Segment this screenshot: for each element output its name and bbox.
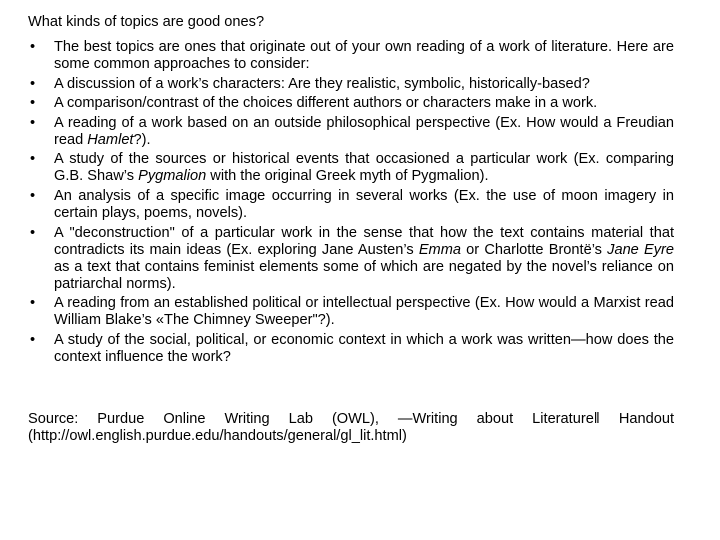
list-item: [28, 188, 674, 222]
list-item: [28, 151, 674, 185]
list-item: [28, 39, 674, 73]
list-item-text: or Charlotte Brontë’s: [460, 241, 608, 258]
bullet-marker: •: [30, 295, 36, 312]
list-item: [28, 295, 674, 329]
work-title: Jane Eyre: [607, 241, 674, 258]
source-citation: [28, 411, 674, 445]
bullet-marker: •: [30, 95, 36, 112]
work-title: Hamlet: [87, 131, 134, 148]
list-item: [28, 76, 674, 93]
list-item-text: as a text that contains feminist elements some of which are negated by the novel’s reliance on patriarchal norms).: [54, 258, 674, 292]
list-item: [28, 115, 674, 149]
bullet-marker: •: [30, 114, 36, 131]
source-line-1: Source: Purdue Online Writing Lab (OWL), ―Writing about Literature‖ Handout: [28, 411, 674, 427]
list-item-text: A comparison/contrast of the choices different authors or characters make in a work.: [54, 95, 598, 112]
list-item: [28, 225, 674, 293]
list-item-text: The best topics are ones that originate out of your own reading of a work of literature. Here are some common approaches to consider:: [54, 39, 674, 72]
list-item-text: A reading of a work based on an outside philosophical perspective (Ex. How would a Freudian read: [54, 114, 674, 148]
work-title: Emma: [418, 241, 461, 258]
list-item: [28, 95, 674, 112]
list-item-text: An analysis of a specific image occurring in several works (Ex. the use of moon imagery in certain plays, poems, novels).: [54, 187, 674, 221]
bullet-marker: •: [30, 151, 36, 168]
bullet-marker: •: [30, 75, 36, 92]
bullet-marker: •: [30, 224, 36, 241]
work-title: Pygmalion: [138, 168, 207, 185]
list-item-text: A study of the social, political, or economic context in which a work was written—how does the context influence the work?: [54, 331, 674, 365]
list-item-text: A study of the sources or historical events that occasioned a particular work (Ex. comparing G.B. Shaw’s: [54, 151, 674, 185]
list-item-text: with the original Greek myth of Pygmalion).: [206, 168, 489, 185]
list-item-text: A reading from an established political or intellectual perspective (Ex. How would a Marxist read William Blake’s «The Chimney Sweeper"?).: [54, 295, 674, 329]
list-item-text: A "deconstruction" of a particular work in the sense that how the text contains material that contradicts its main ideas (Ex. exploring Jane Austen’s: [54, 224, 674, 258]
list-item: [28, 332, 674, 366]
topic-list: [28, 39, 674, 368]
bullet-marker: •: [30, 39, 36, 55]
list-item-text: A discussion of a work’s characters: Are they realistic, symbolic, historically-based?: [54, 75, 590, 92]
source-line-2: (http://owl.english.purdue.edu/handouts/general/gl_lit.html): [28, 428, 407, 444]
list-item-text: ?).: [133, 131, 151, 148]
page-heading: What kinds of topics are good ones?: [28, 14, 265, 30]
bullet-marker: •: [30, 331, 36, 348]
bullet-marker: •: [30, 187, 36, 204]
